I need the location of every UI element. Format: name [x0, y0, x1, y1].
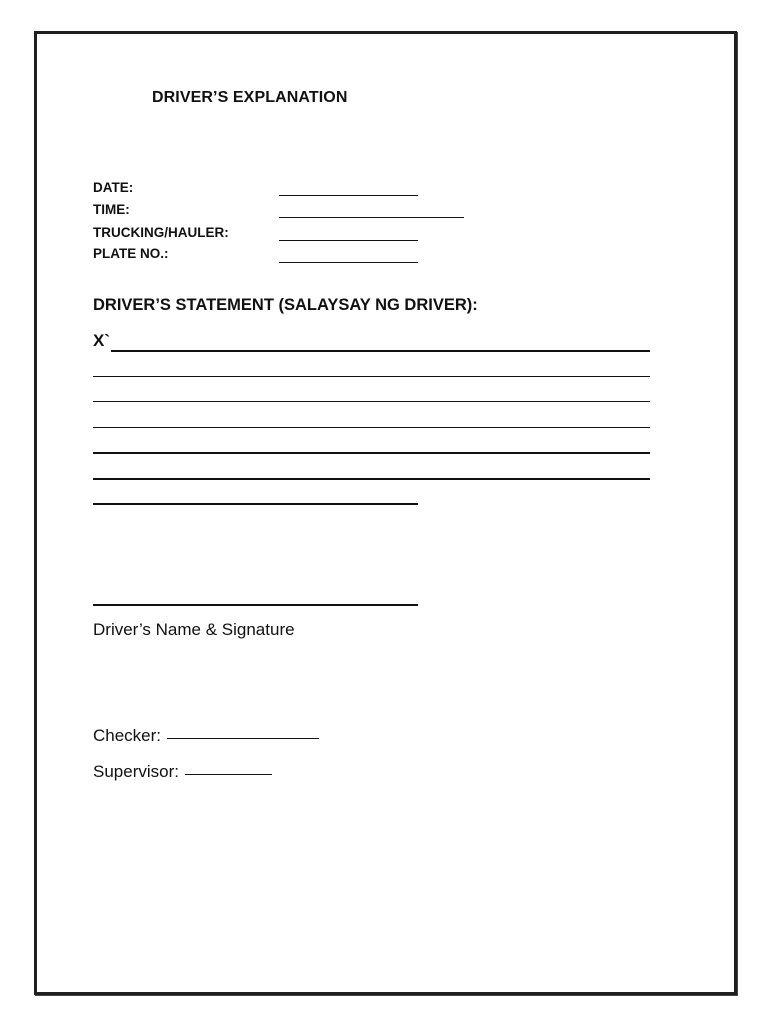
plate-no-label: PLATE NO.: — [93, 246, 169, 261]
supervisor-label: Supervisor: — [93, 762, 179, 781]
supervisor-row — [93, 762, 272, 782]
trucking-hauler-blank[interactable] — [279, 240, 418, 241]
time-blank[interactable] — [279, 217, 464, 218]
checker-row — [93, 726, 319, 746]
checker-label: Checker: — [93, 726, 162, 745]
statement-line-2[interactable] — [93, 376, 650, 377]
statement-line-6[interactable] — [93, 478, 650, 480]
signature-caption: Driver’s Name & Signature — [93, 620, 295, 639]
form-title: DRIVER’S EXPLANATION — [152, 89, 348, 106]
signature-line[interactable] — [93, 604, 418, 606]
statement-line-3[interactable] — [93, 401, 650, 402]
checker-blank[interactable] — [167, 737, 319, 739]
time-label: TIME: — [93, 202, 130, 217]
statement-line-4[interactable] — [93, 427, 650, 428]
supervisor-blank[interactable] — [185, 773, 272, 775]
statement-line-1[interactable] — [111, 350, 650, 352]
page-border — [34, 31, 737, 995]
plate-no-blank[interactable] — [279, 262, 418, 263]
statement-line-7[interactable] — [93, 503, 418, 505]
statement-line-5[interactable] — [93, 452, 650, 454]
statement-heading: DRIVER’S STATEMENT (SALAYSAY NG DRIVER): — [93, 296, 478, 314]
date-label: DATE: — [93, 180, 134, 195]
statement-marker: X` — [93, 331, 110, 350]
trucking-hauler-label: TRUCKING/HAULER: — [93, 225, 229, 240]
date-blank[interactable] — [279, 195, 418, 196]
